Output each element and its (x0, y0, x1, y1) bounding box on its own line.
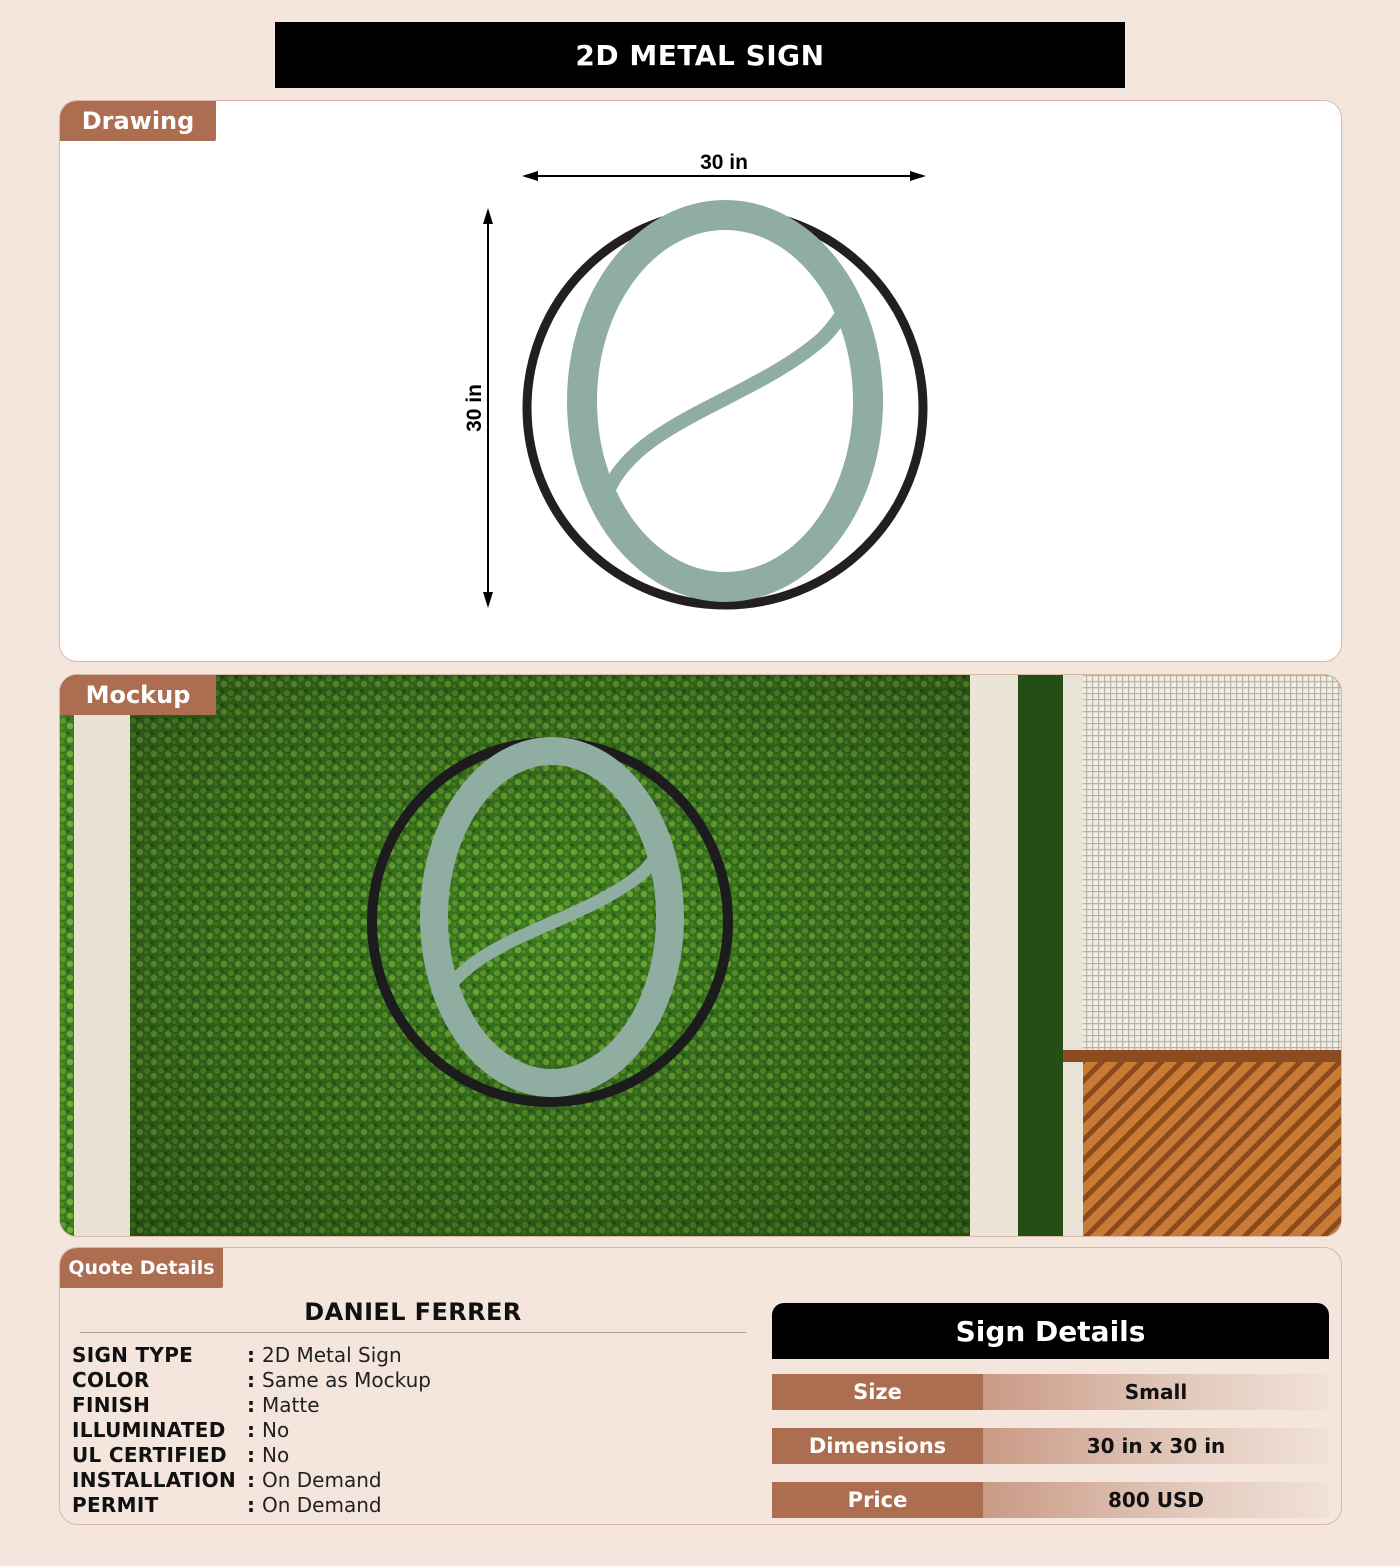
sign-logo-drawing (527, 211, 923, 605)
page-title: 2D METAL SIGN (275, 22, 1125, 88)
spec-row (72, 1417, 431, 1442)
spec-row (72, 1467, 431, 1492)
spec-value: No (262, 1442, 290, 1467)
sign-details-value: 800 USD (983, 1482, 1329, 1518)
spec-label: FINISH (72, 1392, 151, 1417)
spec-label: UL CERTIFIED (72, 1442, 227, 1467)
sign-details-title: Sign Details (772, 1303, 1329, 1359)
spec-value: No (262, 1417, 290, 1442)
mockup-tab: Mockup (60, 675, 216, 715)
height-label: 30 in (463, 384, 486, 432)
spec-list (72, 1342, 431, 1517)
spec-colon: : (247, 1467, 255, 1492)
spec-row (72, 1392, 431, 1417)
spec-label: SIGN TYPE (72, 1342, 194, 1367)
sign-details-label: Dimensions (772, 1428, 983, 1464)
spec-row (72, 1367, 431, 1392)
spec-label: ILLUMINATED (72, 1417, 226, 1442)
spec-row (72, 1492, 431, 1517)
customer-name: DANIEL FERRER (80, 1298, 746, 1333)
spec-colon: : (247, 1417, 255, 1442)
mesh-panel (1083, 675, 1341, 1050)
mockup-panel (59, 674, 1342, 1237)
sign-details-row-dimensions (772, 1428, 1329, 1464)
sign-details-value: Small (983, 1374, 1329, 1410)
spec-colon: : (247, 1442, 255, 1467)
sign-details-label: Price (772, 1482, 983, 1518)
spec-colon: : (247, 1342, 255, 1367)
spec-colon: : (247, 1367, 255, 1392)
spec-value: Same as Mockup (262, 1367, 431, 1392)
sign-details-label: Size (772, 1374, 983, 1410)
drawing-tab: Drawing (60, 101, 216, 141)
spec-label: INSTALLATION (72, 1467, 236, 1492)
sign-details-row-size (772, 1374, 1329, 1410)
spec-value: On Demand (262, 1467, 382, 1492)
sign-details-row-price (772, 1482, 1329, 1518)
quote-details-tab: Quote Details (60, 1248, 223, 1288)
drawing-panel (59, 100, 1342, 662)
spec-row (72, 1442, 431, 1467)
spec-colon: : (247, 1492, 255, 1517)
quote-details-panel (59, 1247, 1342, 1525)
mockup-image (60, 675, 1341, 1236)
spec-value: Matte (262, 1392, 320, 1417)
left-white-post (74, 715, 130, 1236)
spec-label: COLOR (72, 1367, 150, 1392)
width-label: 30 in (700, 151, 748, 174)
spec-row (72, 1342, 431, 1367)
right-white-post (970, 675, 1018, 1236)
spec-label: PERMIT (72, 1492, 159, 1517)
spec-value: 2D Metal Sign (262, 1342, 402, 1367)
spec-value: On Demand (262, 1492, 382, 1517)
sign-details-value: 30 in x 30 in (983, 1428, 1329, 1464)
spec-colon: : (247, 1392, 255, 1417)
drawing-canvas (60, 101, 1341, 661)
wood-slat-panel (1083, 1062, 1341, 1236)
